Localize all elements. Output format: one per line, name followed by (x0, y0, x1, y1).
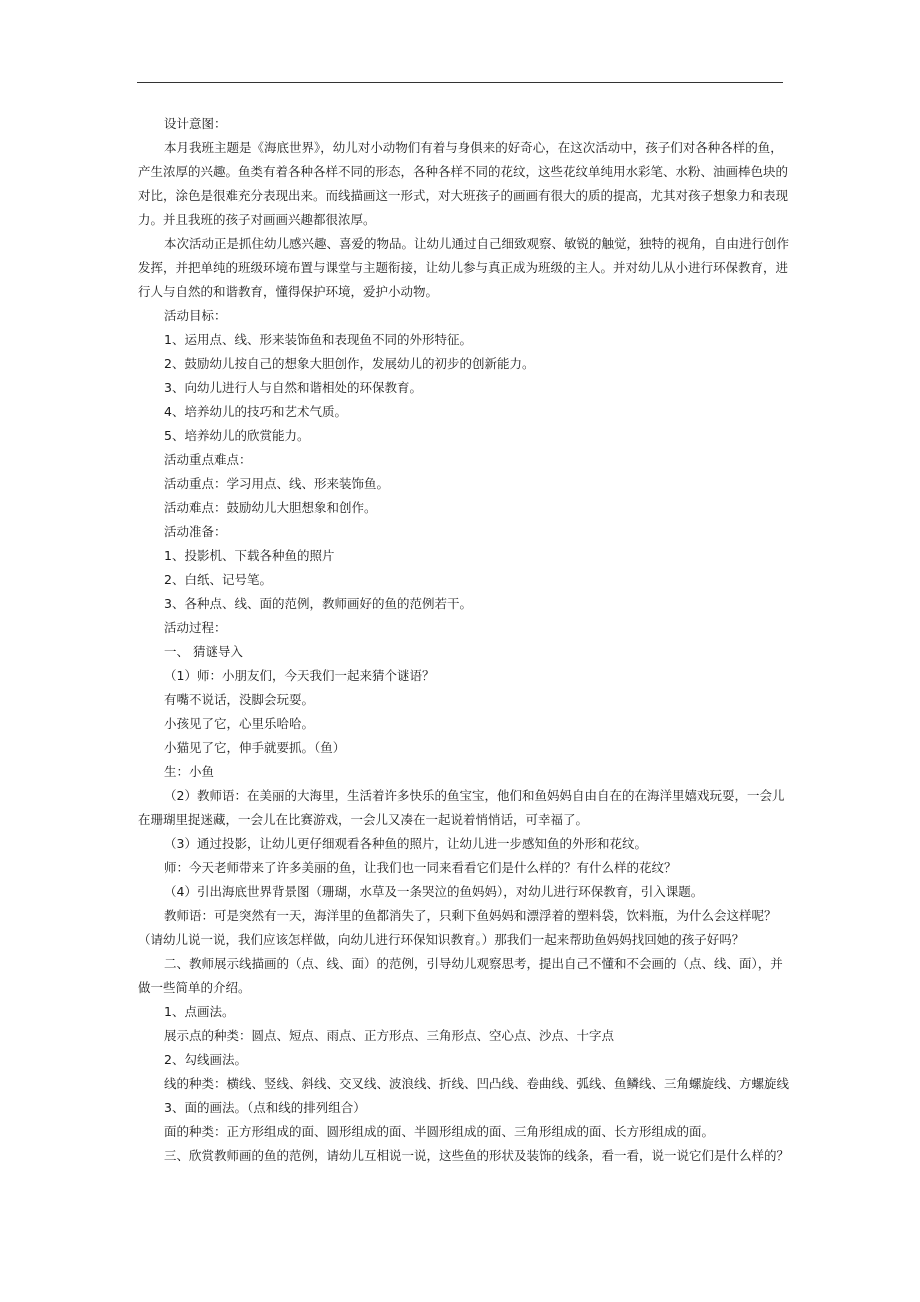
text-line: 本次活动正是抓住幼儿感兴趣、喜爱的物品。让幼儿通过自己细致观察、敏锐的触觉，独特的视角，自由进行创作 (164, 236, 790, 251)
text-line: 活动重点难点： (164, 452, 252, 467)
text-line: 一、 猜谜导入 (164, 644, 243, 659)
text-line: 三、欣赏教师画的鱼的范例，请幼儿互相说一说，这些鱼的形状及装饰的线条，看一看，说一说它们是什么样的？ (164, 1148, 790, 1163)
text-line: 小猫见了它，伸手就要抓。（鱼） (164, 740, 346, 755)
text-line: （4）引出海底世界背景图（珊瑚，水草及一条哭泣的鱼妈妈），对幼儿进行环保教育，引入课题。 (164, 884, 704, 899)
text-line: 2、勾线画法。 (164, 1052, 247, 1067)
text-line: 1、点画法。 (164, 1004, 235, 1019)
text-line: 力。并且我班的孩子对画画兴趣都很浓厚。 (138, 212, 376, 227)
text-line: 本月我班主题是《海底世界》，幼儿对小动物们有着与身俱来的好奇心，在这次活动中，孩子们对各种各样的鱼， (164, 140, 783, 155)
text-line: 活动准备： (164, 524, 227, 539)
text-line: （2）教师语：在美丽的大海里，生活着许多快乐的鱼宝宝，他们和鱼妈妈自由自在的在海洋里嬉戏玩耍，一会儿 (164, 788, 785, 803)
text-line: 3、向幼儿进行人与自然和谐相处的环保教育。 (164, 380, 422, 395)
text-line: 活动目标： (164, 308, 227, 323)
text-line: 对比，涂色是很难充分表现出来。而线描画这一形式，对大班孩子的画画有很大的质的提高，尤其对孩子想象力和表现 (138, 188, 789, 203)
text-line: 活动过程： (164, 620, 227, 635)
text-line: 展示点的种类：圆点、短点、雨点、正方形点、三角形点、空心点、沙点、十字点 (164, 1028, 615, 1043)
text-line: 生：小鱼 (164, 764, 215, 779)
text-line: 1、投影机、下载各种鱼的照片 (164, 548, 335, 563)
text-line: 教师语：可是突然有一天，海洋里的鱼都消失了，只剩下鱼妈妈和漂浮着的塑料袋，饮料瓶，为什么会这样呢？ (164, 908, 777, 923)
text-line: 面的种类：正方形组成的面、圆形组成的面、半圆形组成的面、三角形组成的面、长方形组成的面。 (164, 1124, 715, 1139)
text-line: 小孩见了它，心里乐哈哈。 (164, 716, 315, 731)
text-line: （请幼儿说一说，我们应该怎样做，向幼儿进行环保知识教育。）那我们一起来帮助鱼妈妈找回她的孩子好吗？ (138, 932, 745, 947)
text-line: 活动难点：鼓励幼儿大胆想象和创作。 (164, 500, 377, 515)
text-line: 2、鼓励幼儿按自己的想象大胆创作，发展幼儿的初步的创新能力。 (164, 356, 535, 371)
text-line: 3、面的画法。（点和线的排列组合） (164, 1100, 366, 1115)
text-line: 产生浓厚的兴趣。鱼类有着各种各样不同的形态，各种各样不同的花纹，这些花纹单纯用水彩笔、水粉、油画棒色块的 (138, 164, 789, 179)
header-rule (137, 82, 783, 83)
text-line: 活动重点：学习用点、线、形来装饰鱼。 (164, 476, 390, 491)
text-line: 3、各种点、线、面的范例，教师画好的鱼的范例若干。 (164, 596, 472, 611)
text-line: 做一些简单的介绍。 (138, 980, 251, 995)
text-line: 二、教师展示线描画的（点、线、面）的范例，引导幼儿观察思考，提出自己不懂和不会画的（点、线、面），并 (164, 956, 783, 971)
text-line: 1、运用点、线、形来装饰鱼和表现鱼不同的外形特征。 (164, 332, 472, 347)
text-line: 发挥，并把单纯的班级环境布置与课堂与主题衔接，让幼儿参与真正成为班级的主人。并对幼儿从小进行环保教育，进 (138, 260, 789, 275)
text-line: 在珊瑚里捉迷藏，一会儿在比赛游戏，一会儿又凑在一起说着悄悄话，可幸福了。 (138, 812, 589, 827)
document-body (138, 112, 794, 1168)
text-line: 有嘴不说话，没脚会玩耍。 (164, 692, 315, 707)
text-line: 4、培养幼儿的技巧和艺术气质。 (164, 404, 347, 419)
text-line: （1）师：小朋友们，今天我们一起来猜个谜语？ (164, 668, 435, 683)
text-line: 行人与自然的和谐教育，懂得保护环境，爱护小动物。 (138, 284, 439, 299)
text-line: 5、培养幼儿的欣赏能力。 (164, 428, 310, 443)
text-line: 2、白纸、记号笔。 (164, 572, 272, 587)
text-line: 师：今天老师带来了许多美丽的鱼，让我们也一同来看看它们是什么样的？有什么样的花纹？ (164, 860, 677, 875)
text-line: 线的种类：横线、竖线、斜线、交叉线、波浪线、折线、凹凸线、卷曲线、弧线、鱼鳞线、三角螺旋线、方螺旋线 (164, 1076, 790, 1091)
text-line: 设计意图： (164, 116, 227, 131)
text-line: （3）通过投影，让幼儿更仔细观看各种鱼的照片，让幼儿进一步感知鱼的外形和花纹。 (164, 836, 647, 851)
